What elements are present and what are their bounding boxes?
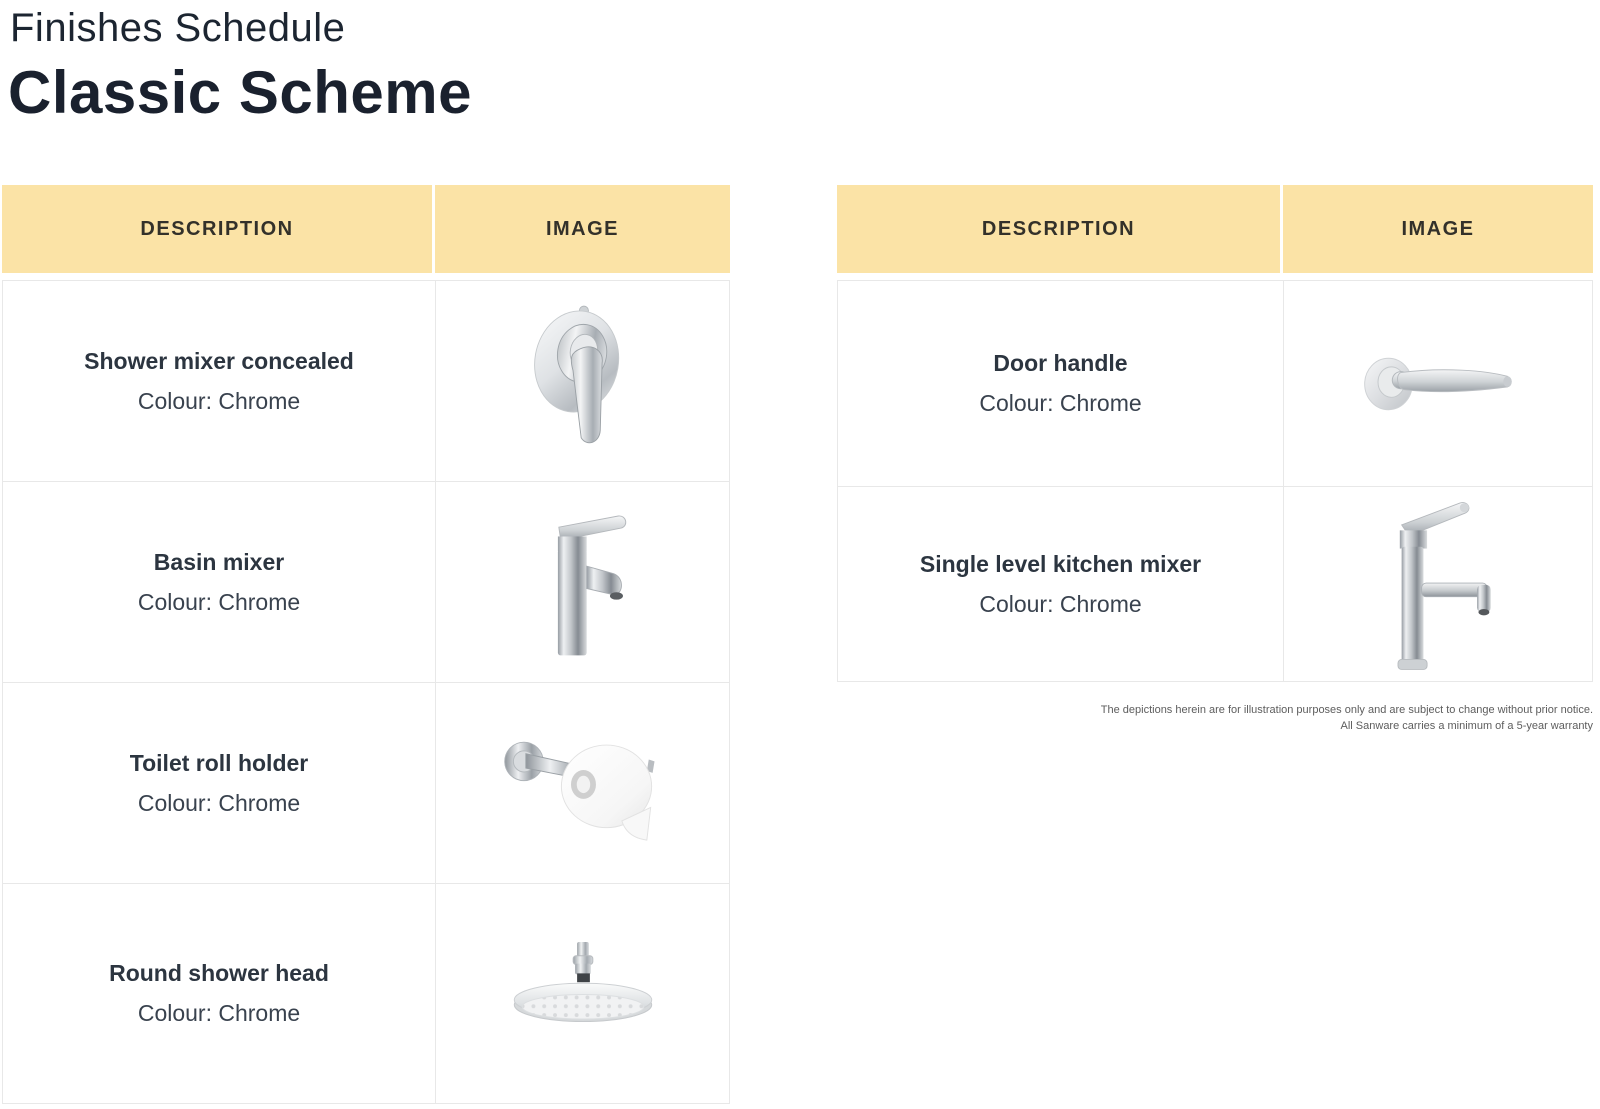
description-cell <box>838 281 1284 486</box>
image-cell <box>436 482 729 682</box>
image-cell <box>1284 281 1592 486</box>
table-header-row <box>837 185 1593 273</box>
basin-mixer-image <box>524 503 642 661</box>
table-row <box>3 884 729 1103</box>
item-colour: Colour: Chrome <box>979 590 1142 617</box>
column-header-description: DESCRIPTION <box>837 185 1283 273</box>
table-header-row <box>2 185 730 273</box>
column-header-image: IMAGE <box>435 185 730 273</box>
page-title: Classic Scheme <box>8 59 472 126</box>
item-colour: Colour: Chrome <box>979 390 1142 416</box>
column-header-description: DESCRIPTION <box>2 185 435 273</box>
column-header-image: IMAGE <box>1283 185 1593 273</box>
item-colour: Colour: Chrome <box>137 387 301 414</box>
table-body <box>2 280 730 1104</box>
footnote-line-2: All Sanware carries a minimum of a 5-year warranty <box>1340 720 1593 732</box>
table-row <box>3 482 729 683</box>
item-colour: Colour: Chrome <box>137 588 301 615</box>
table-row <box>3 281 729 482</box>
schedule-table-right <box>837 185 1593 682</box>
description-cell <box>838 487 1284 681</box>
shower-mixer-concealed-image <box>524 299 642 463</box>
image-cell <box>436 683 729 883</box>
item-name: Round shower head <box>109 960 329 986</box>
description-cell <box>3 683 436 883</box>
door-handle-image <box>1356 344 1520 424</box>
description-cell <box>3 884 436 1103</box>
single-level-kitchen-mixer-image <box>1372 494 1504 674</box>
image-cell <box>436 884 729 1103</box>
document-subtitle: Finishes Schedule <box>10 6 346 50</box>
item-name: Door handle <box>993 350 1128 376</box>
schedule-table-left <box>2 185 730 1104</box>
table-row <box>3 683 729 884</box>
description-cell <box>3 482 436 682</box>
item-name: Basin mixer <box>153 548 285 575</box>
item-colour: Colour: Chrome <box>137 789 301 816</box>
image-cell <box>436 281 729 481</box>
table-row <box>838 487 1592 681</box>
round-shower-head-image <box>495 940 671 1048</box>
toilet-roll-holder-image <box>497 723 669 843</box>
disclaimer-footnote <box>837 702 1593 734</box>
item-name: Toilet roll holder <box>129 749 309 776</box>
image-cell <box>1284 487 1592 681</box>
item-name: Shower mixer concealed <box>84 347 354 374</box>
table-row <box>838 281 1592 487</box>
footnote-line-1: The depictions herein are for illustration purposes only and are subject to change without prior notice. <box>1100 704 1593 716</box>
item-colour: Colour: Chrome <box>137 1000 301 1026</box>
item-name: Single level kitchen mixer <box>919 550 1202 577</box>
table-body <box>837 280 1593 682</box>
description-cell <box>3 281 436 481</box>
